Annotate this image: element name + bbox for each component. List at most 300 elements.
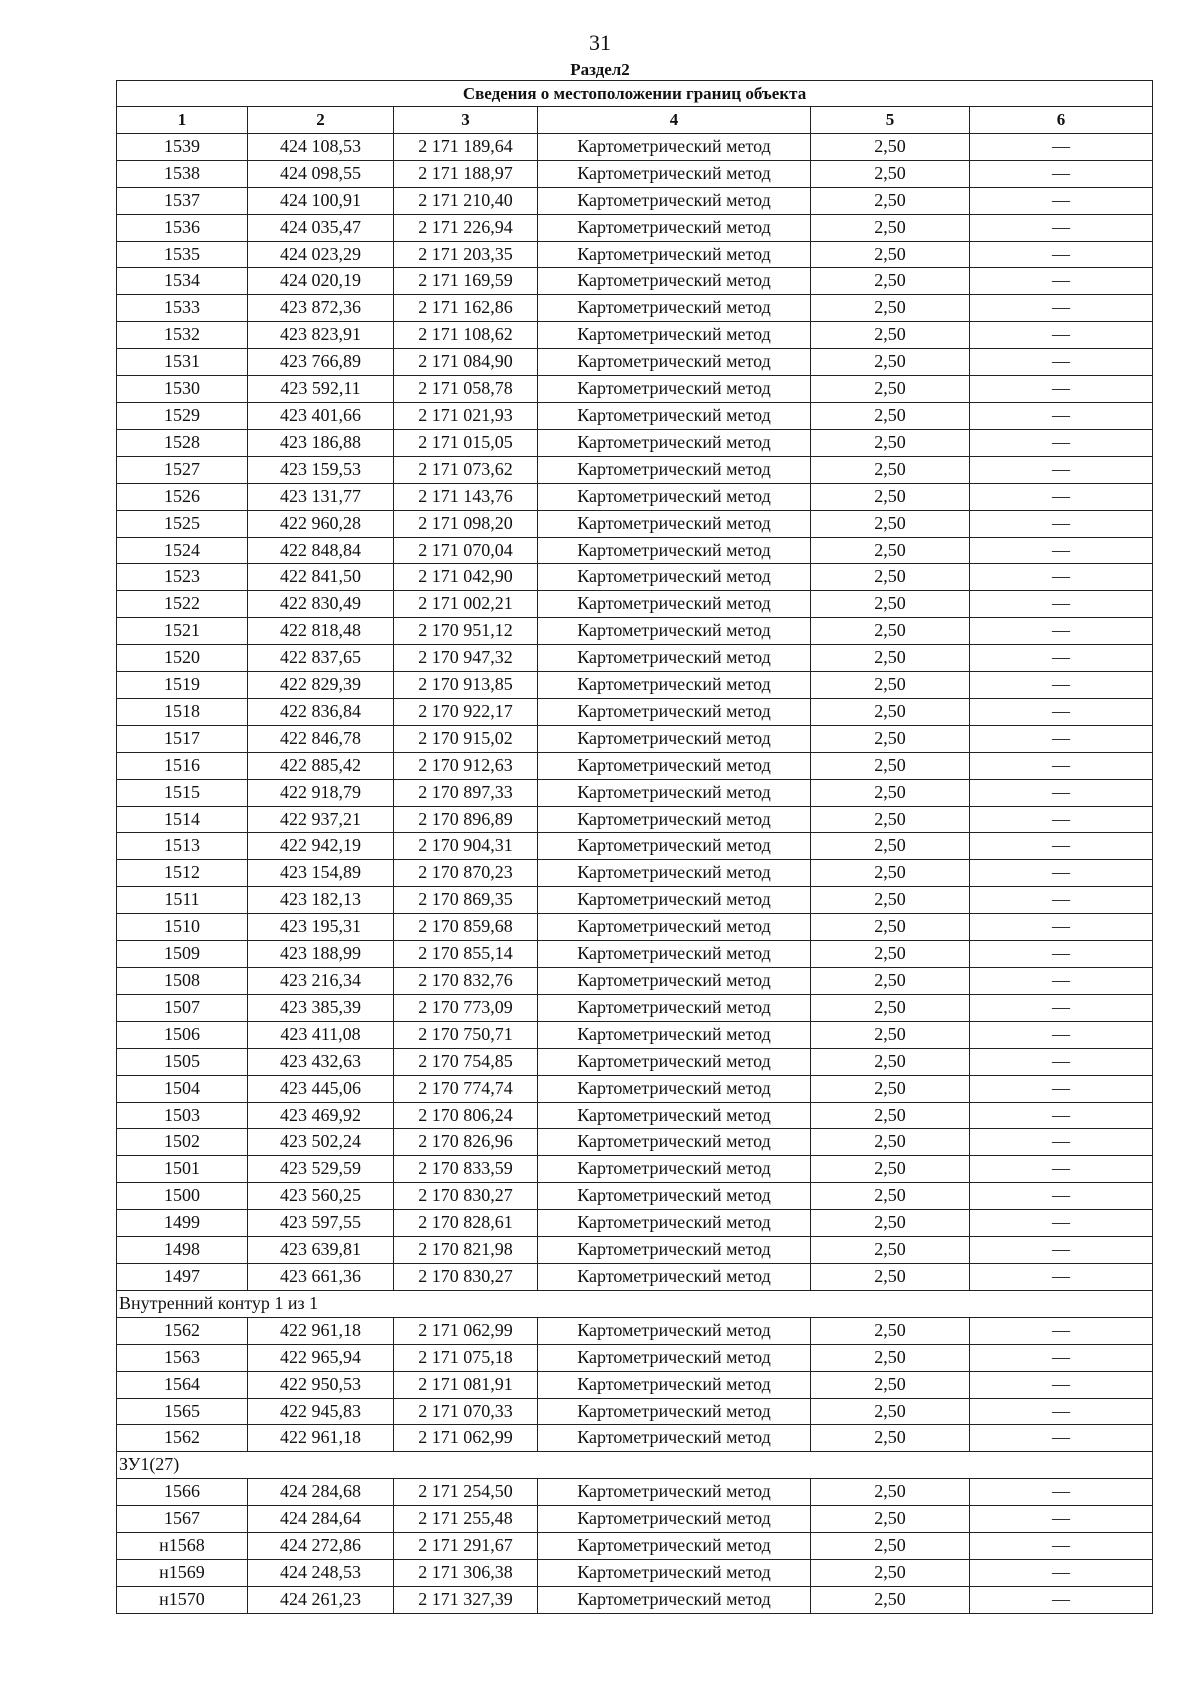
method-cell: Картометрический метод bbox=[538, 537, 811, 564]
column-header-row bbox=[117, 107, 1153, 134]
accuracy-cell: 2,50 bbox=[811, 322, 970, 349]
description-cell: — bbox=[970, 672, 1153, 699]
description-cell: — bbox=[970, 618, 1153, 645]
y-coordinate-cell: 2 171 098,20 bbox=[394, 510, 538, 537]
description-cell: — bbox=[970, 214, 1153, 241]
description-cell: — bbox=[970, 1075, 1153, 1102]
method-cell: Картометрический метод bbox=[538, 564, 811, 591]
accuracy-cell: 2,50 bbox=[811, 994, 970, 1021]
accuracy-cell: 2,50 bbox=[811, 698, 970, 725]
description-cell: — bbox=[970, 645, 1153, 672]
y-coordinate-cell: 2 170 947,32 bbox=[394, 645, 538, 672]
description-cell: — bbox=[970, 187, 1153, 214]
point-number-cell: 1566 bbox=[117, 1479, 248, 1506]
point-number-cell: 1519 bbox=[117, 672, 248, 699]
method-cell: Картометрический метод bbox=[538, 376, 811, 403]
x-coordinate-cell: 423 560,25 bbox=[248, 1183, 394, 1210]
y-coordinate-cell: 2 171 070,33 bbox=[394, 1398, 538, 1425]
method-cell: Картометрический метод bbox=[538, 295, 811, 322]
table-row bbox=[117, 1371, 1153, 1398]
accuracy-cell: 2,50 bbox=[811, 645, 970, 672]
accuracy-cell: 2,50 bbox=[811, 1586, 970, 1613]
accuracy-cell: 2,50 bbox=[811, 1021, 970, 1048]
point-number-cell: 1512 bbox=[117, 860, 248, 887]
method-cell: Картометрический метод bbox=[538, 510, 811, 537]
x-coordinate-cell: 423 401,66 bbox=[248, 402, 394, 429]
y-coordinate-cell: 2 171 306,38 bbox=[394, 1559, 538, 1586]
y-coordinate-cell: 2 171 203,35 bbox=[394, 241, 538, 268]
table-row bbox=[117, 1129, 1153, 1156]
table-row bbox=[117, 994, 1153, 1021]
group-label-row bbox=[117, 1290, 1153, 1317]
point-number-cell: 1565 bbox=[117, 1398, 248, 1425]
accuracy-cell: 2,50 bbox=[811, 752, 970, 779]
method-cell: Картометрический метод bbox=[538, 1425, 811, 1452]
accuracy-cell: 2,50 bbox=[811, 376, 970, 403]
method-cell: Картометрический метод bbox=[538, 402, 811, 429]
accuracy-cell: 2,50 bbox=[811, 483, 970, 510]
accuracy-cell: 2,50 bbox=[811, 295, 970, 322]
page-number: 31 bbox=[589, 30, 611, 55]
table-row bbox=[117, 618, 1153, 645]
x-coordinate-cell: 423 216,34 bbox=[248, 968, 394, 995]
x-coordinate-cell: 423 131,77 bbox=[248, 483, 394, 510]
y-coordinate-cell: 2 170 833,59 bbox=[394, 1156, 538, 1183]
accuracy-cell: 2,50 bbox=[811, 349, 970, 376]
y-coordinate-cell: 2 171 081,91 bbox=[394, 1371, 538, 1398]
description-cell: — bbox=[970, 510, 1153, 537]
point-number-cell: 1564 bbox=[117, 1371, 248, 1398]
point-number-cell: 1520 bbox=[117, 645, 248, 672]
y-coordinate-cell: 2 170 754,85 bbox=[394, 1048, 538, 1075]
method-cell: Картометрический метод bbox=[538, 1102, 811, 1129]
accuracy-cell: 2,50 bbox=[811, 1398, 970, 1425]
y-coordinate-cell: 2 170 904,31 bbox=[394, 833, 538, 860]
accuracy-cell: 2,50 bbox=[811, 456, 970, 483]
x-coordinate-cell: 423 529,59 bbox=[248, 1156, 394, 1183]
y-coordinate-cell: 2 171 075,18 bbox=[394, 1344, 538, 1371]
x-coordinate-cell: 423 154,89 bbox=[248, 860, 394, 887]
table-row bbox=[117, 779, 1153, 806]
method-cell: Картометрический метод bbox=[538, 672, 811, 699]
x-coordinate-cell: 423 432,63 bbox=[248, 1048, 394, 1075]
table-row bbox=[117, 322, 1153, 349]
point-number-cell: 1563 bbox=[117, 1344, 248, 1371]
table-row bbox=[117, 268, 1153, 295]
accuracy-cell: 2,50 bbox=[811, 268, 970, 295]
accuracy-cell: 2,50 bbox=[811, 1102, 970, 1129]
table-row bbox=[117, 483, 1153, 510]
accuracy-cell: 2,50 bbox=[811, 1075, 970, 1102]
table-row bbox=[117, 402, 1153, 429]
group-label: Внутренний контур 1 из 1 bbox=[117, 1290, 1153, 1317]
method-cell: Картометрический метод bbox=[538, 160, 811, 187]
method-cell: Картометрический метод bbox=[538, 349, 811, 376]
description-cell: — bbox=[970, 133, 1153, 160]
description-cell: — bbox=[970, 160, 1153, 187]
accuracy-cell: 2,50 bbox=[811, 1129, 970, 1156]
x-coordinate-cell: 424 023,29 bbox=[248, 241, 394, 268]
point-number-cell: 1499 bbox=[117, 1210, 248, 1237]
accuracy-cell: 2,50 bbox=[811, 1210, 970, 1237]
x-coordinate-cell: 422 836,84 bbox=[248, 698, 394, 725]
y-coordinate-cell: 2 170 821,98 bbox=[394, 1237, 538, 1264]
table-row bbox=[117, 1237, 1153, 1264]
x-coordinate-cell: 423 661,36 bbox=[248, 1263, 394, 1290]
point-number-cell: 1562 bbox=[117, 1425, 248, 1452]
description-cell: — bbox=[970, 1183, 1153, 1210]
point-number-cell: 1507 bbox=[117, 994, 248, 1021]
y-coordinate-cell: 2 171 291,67 bbox=[394, 1533, 538, 1560]
x-coordinate-cell: 423 411,08 bbox=[248, 1021, 394, 1048]
point-number-cell: 1529 bbox=[117, 402, 248, 429]
x-coordinate-cell: 423 592,11 bbox=[248, 376, 394, 403]
y-coordinate-cell: 2 171 143,76 bbox=[394, 483, 538, 510]
description-cell: — bbox=[970, 752, 1153, 779]
y-coordinate-cell: 2 171 210,40 bbox=[394, 187, 538, 214]
description-cell: — bbox=[970, 833, 1153, 860]
x-coordinate-cell: 424 261,23 bbox=[248, 1586, 394, 1613]
x-coordinate-cell: 424 248,53 bbox=[248, 1559, 394, 1586]
table-row bbox=[117, 806, 1153, 833]
y-coordinate-cell: 2 170 951,12 bbox=[394, 618, 538, 645]
description-cell: — bbox=[970, 1317, 1153, 1344]
method-cell: Картометрический метод bbox=[538, 1129, 811, 1156]
x-coordinate-cell: 424 272,86 bbox=[248, 1533, 394, 1560]
y-coordinate-cell: 2 170 870,23 bbox=[394, 860, 538, 887]
point-number-cell: 1537 bbox=[117, 187, 248, 214]
x-coordinate-cell: 422 841,50 bbox=[248, 564, 394, 591]
method-cell: Картометрический метод bbox=[538, 1559, 811, 1586]
description-cell: — bbox=[970, 295, 1153, 322]
method-cell: Картометрический метод bbox=[538, 133, 811, 160]
point-number-cell: 1498 bbox=[117, 1237, 248, 1264]
table-row bbox=[117, 1506, 1153, 1533]
method-cell: Картометрический метод bbox=[538, 1183, 811, 1210]
description-cell: — bbox=[970, 1102, 1153, 1129]
table-row bbox=[117, 537, 1153, 564]
boundary-coordinates-table bbox=[116, 80, 1153, 1614]
method-cell: Картометрический метод bbox=[538, 1533, 811, 1560]
description-cell: — bbox=[970, 241, 1153, 268]
accuracy-cell: 2,50 bbox=[811, 537, 970, 564]
y-coordinate-cell: 2 170 897,33 bbox=[394, 779, 538, 806]
accuracy-cell: 2,50 bbox=[811, 241, 970, 268]
method-cell: Картометрический метод bbox=[538, 429, 811, 456]
point-number-cell: 1509 bbox=[117, 941, 248, 968]
x-coordinate-cell: 423 445,06 bbox=[248, 1075, 394, 1102]
table-row bbox=[117, 429, 1153, 456]
y-coordinate-cell: 2 171 021,93 bbox=[394, 402, 538, 429]
point-number-cell: 1502 bbox=[117, 1129, 248, 1156]
description-cell: — bbox=[970, 725, 1153, 752]
accuracy-cell: 2,50 bbox=[811, 1371, 970, 1398]
point-number-cell: 1528 bbox=[117, 429, 248, 456]
group-label-row bbox=[117, 1452, 1153, 1479]
table-row bbox=[117, 887, 1153, 914]
accuracy-cell: 2,50 bbox=[811, 591, 970, 618]
y-coordinate-cell: 2 170 912,63 bbox=[394, 752, 538, 779]
y-coordinate-cell: 2 171 002,21 bbox=[394, 591, 538, 618]
method-cell: Картометрический метод bbox=[538, 1479, 811, 1506]
description-cell: — bbox=[970, 1559, 1153, 1586]
accuracy-cell: 2,50 bbox=[811, 1156, 970, 1183]
point-number-cell: 1510 bbox=[117, 914, 248, 941]
x-coordinate-cell: 424 020,19 bbox=[248, 268, 394, 295]
method-cell: Картометрический метод bbox=[538, 941, 811, 968]
description-cell: — bbox=[970, 860, 1153, 887]
point-number-cell: 1532 bbox=[117, 322, 248, 349]
method-cell: Картометрический метод bbox=[538, 1210, 811, 1237]
accuracy-cell: 2,50 bbox=[811, 1237, 970, 1264]
table-row bbox=[117, 1156, 1153, 1183]
y-coordinate-cell: 2 171 255,48 bbox=[394, 1506, 538, 1533]
table-row bbox=[117, 1102, 1153, 1129]
point-number-cell: 1521 bbox=[117, 618, 248, 645]
method-cell: Картометрический метод bbox=[538, 456, 811, 483]
table-row bbox=[117, 591, 1153, 618]
method-cell: Картометрический метод bbox=[538, 1021, 811, 1048]
column-header: 2 bbox=[248, 107, 394, 134]
point-number-cell: 1567 bbox=[117, 1506, 248, 1533]
column-header: 6 bbox=[970, 107, 1153, 134]
point-number-cell: 1534 bbox=[117, 268, 248, 295]
table-row bbox=[117, 752, 1153, 779]
table-row bbox=[117, 349, 1153, 376]
y-coordinate-cell: 2 170 922,17 bbox=[394, 698, 538, 725]
point-number-cell: 1525 bbox=[117, 510, 248, 537]
y-coordinate-cell: 2 171 327,39 bbox=[394, 1586, 538, 1613]
method-cell: Картометрический метод bbox=[538, 1317, 811, 1344]
method-cell: Картометрический метод bbox=[538, 1075, 811, 1102]
x-coordinate-cell: 422 942,19 bbox=[248, 833, 394, 860]
y-coordinate-cell: 2 171 169,59 bbox=[394, 268, 538, 295]
accuracy-cell: 2,50 bbox=[811, 133, 970, 160]
description-cell: — bbox=[970, 1156, 1153, 1183]
y-coordinate-cell: 2 171 062,99 bbox=[394, 1425, 538, 1452]
point-number-cell: 1535 bbox=[117, 241, 248, 268]
y-coordinate-cell: 2 170 830,27 bbox=[394, 1183, 538, 1210]
y-coordinate-cell: 2 171 058,78 bbox=[394, 376, 538, 403]
accuracy-cell: 2,50 bbox=[811, 725, 970, 752]
x-coordinate-cell: 422 918,79 bbox=[248, 779, 394, 806]
x-coordinate-cell: 422 965,94 bbox=[248, 1344, 394, 1371]
table-row bbox=[117, 833, 1153, 860]
y-coordinate-cell: 2 170 806,24 bbox=[394, 1102, 538, 1129]
x-coordinate-cell: 424 035,47 bbox=[248, 214, 394, 241]
x-coordinate-cell: 423 385,39 bbox=[248, 994, 394, 1021]
description-cell: — bbox=[970, 941, 1153, 968]
point-number-cell: 1504 bbox=[117, 1075, 248, 1102]
accuracy-cell: 2,50 bbox=[811, 779, 970, 806]
point-number-cell: 1522 bbox=[117, 591, 248, 618]
y-coordinate-cell: 2 170 859,68 bbox=[394, 914, 538, 941]
y-coordinate-cell: 2 170 828,61 bbox=[394, 1210, 538, 1237]
method-cell: Картометрический метод bbox=[538, 806, 811, 833]
method-cell: Картометрический метод bbox=[538, 752, 811, 779]
accuracy-cell: 2,50 bbox=[811, 1344, 970, 1371]
method-cell: Картометрический метод bbox=[538, 1156, 811, 1183]
description-cell: — bbox=[970, 1479, 1153, 1506]
accuracy-cell: 2,50 bbox=[811, 914, 970, 941]
y-coordinate-cell: 2 171 070,04 bbox=[394, 537, 538, 564]
table-row bbox=[117, 1317, 1153, 1344]
method-cell: Картометрический метод bbox=[538, 214, 811, 241]
accuracy-cell: 2,50 bbox=[811, 402, 970, 429]
accuracy-cell: 2,50 bbox=[811, 941, 970, 968]
accuracy-cell: 2,50 bbox=[811, 1506, 970, 1533]
accuracy-cell: 2,50 bbox=[811, 1479, 970, 1506]
y-coordinate-cell: 2 170 774,74 bbox=[394, 1075, 538, 1102]
x-coordinate-cell: 424 108,53 bbox=[248, 133, 394, 160]
point-number-cell: 1508 bbox=[117, 968, 248, 995]
x-coordinate-cell: 422 961,18 bbox=[248, 1317, 394, 1344]
y-coordinate-cell: 2 170 832,76 bbox=[394, 968, 538, 995]
table-row bbox=[117, 160, 1153, 187]
description-cell: — bbox=[970, 779, 1153, 806]
method-cell: Картометрический метод bbox=[538, 887, 811, 914]
description-cell: — bbox=[970, 1048, 1153, 1075]
point-number-cell: 1531 bbox=[117, 349, 248, 376]
accuracy-cell: 2,50 bbox=[811, 1425, 970, 1452]
point-number-cell: 1513 bbox=[117, 833, 248, 860]
point-number-cell: 1530 bbox=[117, 376, 248, 403]
table-row bbox=[117, 187, 1153, 214]
table-row bbox=[117, 860, 1153, 887]
table-row bbox=[117, 241, 1153, 268]
accuracy-cell: 2,50 bbox=[811, 160, 970, 187]
x-coordinate-cell: 423 188,99 bbox=[248, 941, 394, 968]
accuracy-cell: 2,50 bbox=[811, 860, 970, 887]
description-cell: — bbox=[970, 914, 1153, 941]
description-cell: — bbox=[970, 268, 1153, 295]
table-row bbox=[117, 133, 1153, 160]
method-cell: Картометрический метод bbox=[538, 241, 811, 268]
description-cell: — bbox=[970, 1344, 1153, 1371]
description-cell: — bbox=[970, 591, 1153, 618]
description-cell: — bbox=[970, 1371, 1153, 1398]
point-number-cell: 1517 bbox=[117, 725, 248, 752]
method-cell: Картометрический метод bbox=[538, 968, 811, 995]
accuracy-cell: 2,50 bbox=[811, 1533, 970, 1560]
table-row bbox=[117, 1559, 1153, 1586]
accuracy-cell: 2,50 bbox=[811, 806, 970, 833]
description-cell: — bbox=[970, 402, 1153, 429]
point-number-cell: 1516 bbox=[117, 752, 248, 779]
table-row bbox=[117, 645, 1153, 672]
x-coordinate-cell: 422 937,21 bbox=[248, 806, 394, 833]
table-row bbox=[117, 1586, 1153, 1613]
x-coordinate-cell: 423 766,89 bbox=[248, 349, 394, 376]
description-cell: — bbox=[970, 1021, 1153, 1048]
table-row bbox=[117, 672, 1153, 699]
x-coordinate-cell: 422 848,84 bbox=[248, 537, 394, 564]
method-cell: Картометрический метод bbox=[538, 698, 811, 725]
method-cell: Картометрический метод bbox=[538, 779, 811, 806]
method-cell: Картометрический метод bbox=[538, 1586, 811, 1613]
group-label: ЗУ1(27) bbox=[117, 1452, 1153, 1479]
table-row bbox=[117, 214, 1153, 241]
method-cell: Картометрический метод bbox=[538, 1263, 811, 1290]
method-cell: Картометрический метод bbox=[538, 1237, 811, 1264]
table-row bbox=[117, 1210, 1153, 1237]
accuracy-cell: 2,50 bbox=[811, 1317, 970, 1344]
table-caption: Сведения о местоположении границ объекта bbox=[117, 81, 1153, 107]
point-number-cell: н1569 bbox=[117, 1559, 248, 1586]
point-number-cell: 1500 bbox=[117, 1183, 248, 1210]
section-title: Раздел2 bbox=[570, 60, 630, 79]
x-coordinate-cell: 423 502,24 bbox=[248, 1129, 394, 1156]
y-coordinate-cell: 2 171 015,05 bbox=[394, 429, 538, 456]
point-number-cell: н1568 bbox=[117, 1533, 248, 1560]
x-coordinate-cell: 423 823,91 bbox=[248, 322, 394, 349]
x-coordinate-cell: 423 182,13 bbox=[248, 887, 394, 914]
x-coordinate-cell: 423 469,92 bbox=[248, 1102, 394, 1129]
description-cell: — bbox=[970, 483, 1153, 510]
y-coordinate-cell: 2 170 913,85 bbox=[394, 672, 538, 699]
table-row bbox=[117, 968, 1153, 995]
method-cell: Картометрический метод bbox=[538, 268, 811, 295]
point-number-cell: 1523 bbox=[117, 564, 248, 591]
description-cell: — bbox=[970, 1586, 1153, 1613]
column-header: 1 bbox=[117, 107, 248, 134]
y-coordinate-cell: 2 171 108,62 bbox=[394, 322, 538, 349]
accuracy-cell: 2,50 bbox=[811, 510, 970, 537]
y-coordinate-cell: 2 170 915,02 bbox=[394, 725, 538, 752]
y-coordinate-cell: 2 171 062,99 bbox=[394, 1317, 538, 1344]
description-cell: — bbox=[970, 376, 1153, 403]
point-number-cell: 1518 bbox=[117, 698, 248, 725]
y-coordinate-cell: 2 170 830,27 bbox=[394, 1263, 538, 1290]
x-coordinate-cell: 422 885,42 bbox=[248, 752, 394, 779]
table-row bbox=[117, 1479, 1153, 1506]
method-cell: Картометрический метод bbox=[538, 645, 811, 672]
description-cell: — bbox=[970, 968, 1153, 995]
accuracy-cell: 2,50 bbox=[811, 1183, 970, 1210]
method-cell: Картометрический метод bbox=[538, 994, 811, 1021]
accuracy-cell: 2,50 bbox=[811, 564, 970, 591]
point-number-cell: 1497 bbox=[117, 1263, 248, 1290]
accuracy-cell: 2,50 bbox=[811, 672, 970, 699]
table-body bbox=[117, 133, 1153, 1613]
description-cell: — bbox=[970, 698, 1153, 725]
column-header: 4 bbox=[538, 107, 811, 134]
table-row bbox=[117, 1021, 1153, 1048]
description-cell: — bbox=[970, 1506, 1153, 1533]
description-cell: — bbox=[970, 537, 1153, 564]
table-row bbox=[117, 941, 1153, 968]
table-row bbox=[117, 1048, 1153, 1075]
method-cell: Картометрический метод bbox=[538, 914, 811, 941]
x-coordinate-cell: 424 100,91 bbox=[248, 187, 394, 214]
accuracy-cell: 2,50 bbox=[811, 1263, 970, 1290]
description-cell: — bbox=[970, 564, 1153, 591]
table-row bbox=[117, 1075, 1153, 1102]
table-row bbox=[117, 510, 1153, 537]
point-number-cell: 1533 bbox=[117, 295, 248, 322]
description-cell: — bbox=[970, 1533, 1153, 1560]
x-coordinate-cell: 422 961,18 bbox=[248, 1425, 394, 1452]
point-number-cell: 1514 bbox=[117, 806, 248, 833]
table-row bbox=[117, 725, 1153, 752]
y-coordinate-cell: 2 171 042,90 bbox=[394, 564, 538, 591]
y-coordinate-cell: 2 171 162,86 bbox=[394, 295, 538, 322]
method-cell: Картометрический метод bbox=[538, 1371, 811, 1398]
x-coordinate-cell: 424 284,64 bbox=[248, 1506, 394, 1533]
point-number-cell: 1501 bbox=[117, 1156, 248, 1183]
description-cell: — bbox=[970, 1425, 1153, 1452]
method-cell: Картометрический метод bbox=[538, 483, 811, 510]
